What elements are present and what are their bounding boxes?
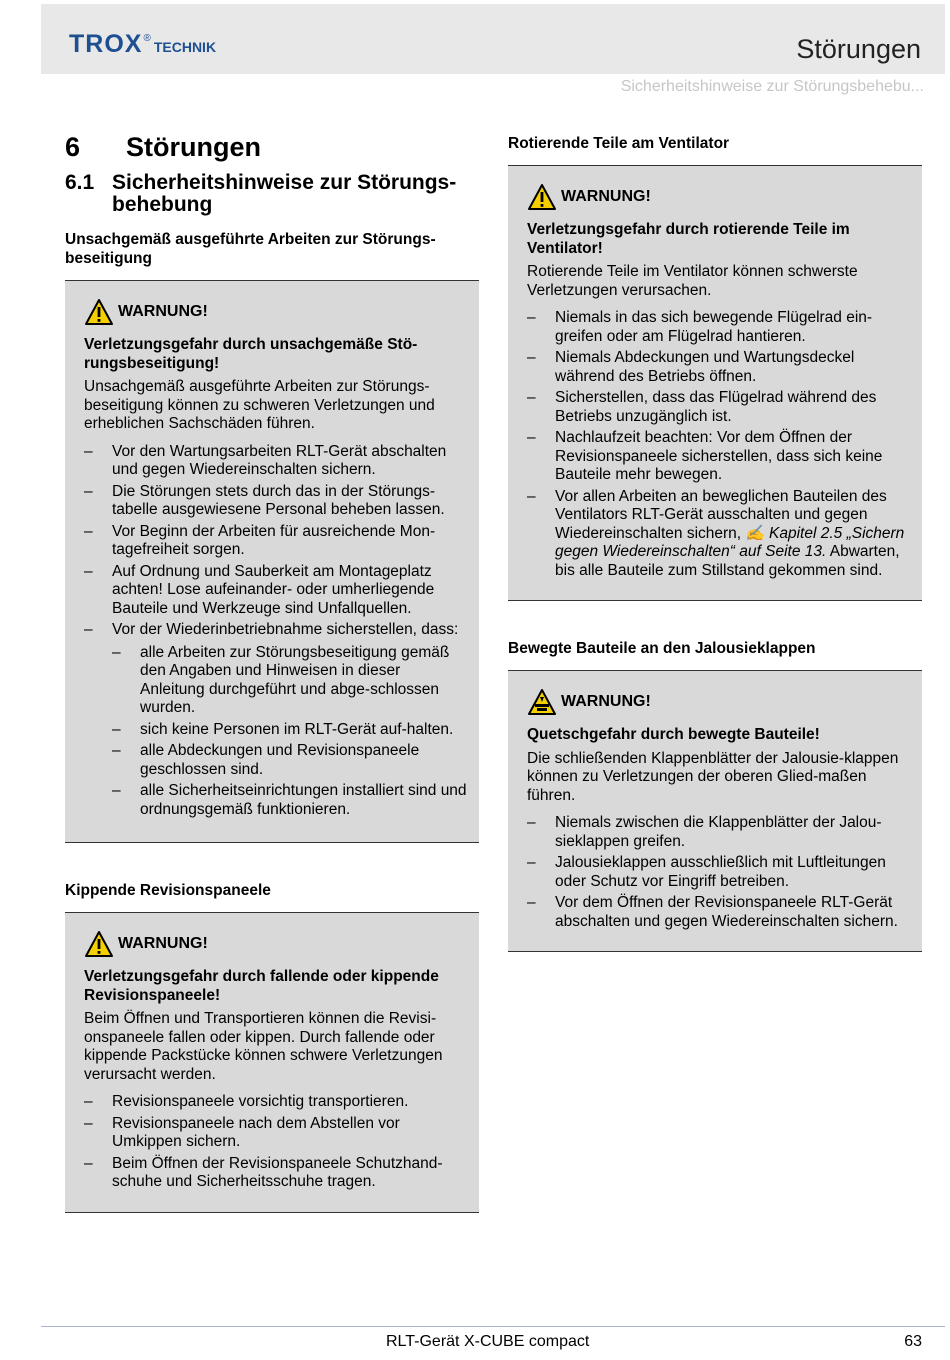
header-chapter-title: Störungen [796,34,921,64]
warning-list [84,443,467,823]
list-item: – Sicherstellen, dass das Flügelrad während des Betriebs unzugänglich ist. [527,389,877,425]
warning-list [84,1093,467,1192]
warning-header [84,298,467,326]
warning-title: Quetschgefahr durch bewegte Bauteile! [527,726,820,743]
page-header [41,4,945,74]
warning-header [84,930,467,958]
left-column [65,132,479,1213]
section-title: Sicherheitshinweise zur Störungs-behebung [112,171,457,216]
list-item: – Nachlaufzeit beachten: Vor dem Öffnen der Revisionspaneele sicherstellen, dass sich keine Bauteile mehr bewegen. [527,429,883,483]
list-item: – Vor den Wartungsarbeiten RLT-Gerät abschalten und gegen Wiedereinschalten sichern. [84,442,447,478]
warning-header [527,183,910,211]
warning-label: WARNUNG! [561,187,651,205]
list-item: – Revisionspaneele vorsichtig transportieren. [84,1093,409,1110]
warning-text: Beim Öffnen und Transportieren können die Revisi-onspaneele fallen oder kippen. Durch fallende oder kippende Packstücke können schwere Verletzungen verursacht werden. [84,1010,443,1083]
warning-text: Unsachgemäß ausgeführte Arbeiten zur Störungs-beseitigung können zu schweren Verletzungen und erheblichen Sachschäden führen. [84,378,435,432]
logo-trox-text: TROX [69,30,143,58]
warning-sublist [112,644,467,820]
warning-triangle-icon [527,183,557,211]
chapter-number: 6 [65,132,81,162]
warning-label: WARNUNG! [118,302,208,320]
list-item: – Niemals in das sich bewegende Flügelrad ein-greifen oder am Flügelrad hantieren. [527,309,873,345]
list-item: – Beim Öffnen der Revisionspaneele Schutzhand-schuhe und Sicherheitsschuhe tragen. [84,1154,443,1190]
sublist-item: – alle Sicherheitseinrichtungen installiert sind und ordnungsgemäß funktionieren. [112,782,467,818]
chapter-title: Störungen [126,132,261,162]
footer-document-title: RLT-Gerät X-CUBE compact [386,1333,590,1350]
sublist-item: – alle Abdeckungen und Revisionspaneele geschlossen sind. [112,742,420,778]
crush-hazard-icon [527,688,557,716]
subheading-bewegte: Bewegte Bauteile an den Jalousieklappen [508,640,816,657]
warning-list [527,309,910,580]
warning-text: Rotierende Teile im Ventilator können schwerste Verletzungen verursachen. [527,263,858,299]
warning-header [527,688,910,716]
section-number: 6.1 [65,171,95,194]
warning-triangle-icon [84,298,114,326]
list-item: – Niemals zwischen die Klappenblätter der Jalou-sieklappen greifen. [527,814,882,850]
subheading-kippende: Kippende Revisionspaneele [65,882,271,899]
footer-divider [41,1326,945,1327]
warning-label: WARNUNG! [118,934,208,952]
warning-box-rotierende [508,165,922,601]
warning-list [527,814,910,931]
warning-box-unsachgemaess [65,280,479,843]
warning-triangle-icon [84,930,114,958]
chapter-heading [65,132,479,162]
sublist-item: – sich keine Personen im RLT-Gerät auf-halten. [112,720,454,738]
right-column [508,132,922,952]
subheading-unsachgemaess: Unsachgemäß ausgeführte Arbeiten zur Störungs-beseitigung [65,231,436,267]
warning-title: Verletzungsgefahr durch fallende oder kippende Revisionspaneele! [84,968,439,1004]
footer-page-number: 63 [904,1333,922,1350]
warning-title: Verletzungsgefahr durch rotierende Teile im Ventilator! [527,221,850,257]
header-section-subtitle: Sicherheitshinweise zur Störungsbehebu... [620,78,924,95]
sublist-item: – alle Arbeiten zur Störungsbeseitigung gemäß den Angaben und Hinweisen in dieser Anleitung durchgeführt und abge-schlossen wurden. [112,643,450,716]
list-item: – Jalousieklappen ausschließlich mit Luftleitungen oder Schutz vor Eingriff betreiben. [527,854,886,890]
list-item: – Vor allen Arbeiten an beweglichen Bauteilen des Ventilators RLT-Gerät ausschalten und gegen Wiedereinschalten sichern, ✍ Kapitel 2.5 „Sichern gegen Wiedereinschalten“ auf Seite 13. Abwarten, bis alle Bauteile zum Stillstand gekommen sind. [527,487,905,579]
warning-text: Die schließenden Klappenblätter der Jalousie-klappen können zu Verletzungen der oberen Glied-maßen führen. [527,749,899,804]
subheading-rotierende: Rotierende Teile am Ventilator [508,135,730,152]
warning-title: Verletzungsgefahr durch unsachgemäße Stö-rungsbeseitigung! [84,336,418,372]
logo-registered-mark: ® [143,33,151,44]
logo-technik-text: TECHNIK [153,39,217,55]
trox-logo [69,30,216,59]
list-item: – Die Störungen stets durch das in der Störungs-tabelle ausgewiesene Personal beheben lassen. [84,482,445,518]
section-heading [65,172,479,216]
list-item: – Auf Ordnung und Sauberkeit am Montageplatz achten! Lose aufeinander- oder umherliegende Bauteile und Werkzeuge sind Unfallquellen. [84,562,435,617]
warning-box-kippende [65,912,479,1213]
list-item: – Niemals Abdeckungen und Wartungsdeckel während des Betriebs öffnen. [527,349,855,385]
chapter-cross-reference-link[interactable]: ✍ Kapitel 2.5 „Sichern gegen Wiedereinschalten“ auf Seite 13. [555,524,905,560]
list-item: – Revisionspaneele nach dem Abstellen vor Umkippen sichern. [84,1114,400,1150]
list-item: – Vor Beginn der Arbeiten für ausreichende Mon-tagefreiheit sorgen. [84,522,436,558]
warning-label: WARNUNG! [561,692,651,710]
list-item: – Vor der Wiederinbetriebnahme sicherstellen, dass: – alle Arbeiten zur Störungsbeseitigung gemäß den Angaben und Hinweisen in dieser Anleitung durchgeführt und abge-schlossen wurden. – sich keine Personen im RLT-Gerät auf-halten. – alle Abdeckungen und Revisionspaneele geschlossen sind. – alle Sicherheitseinrichtungen installiert sind und ordnungsgemäß funktionieren. [84,621,467,818]
list-item: – Vor dem Öffnen der Revisionspaneele RLT-Gerät abschalten und gegen Wiedereinschalten sichern. [527,894,898,930]
warning-box-bewegte [508,670,922,952]
